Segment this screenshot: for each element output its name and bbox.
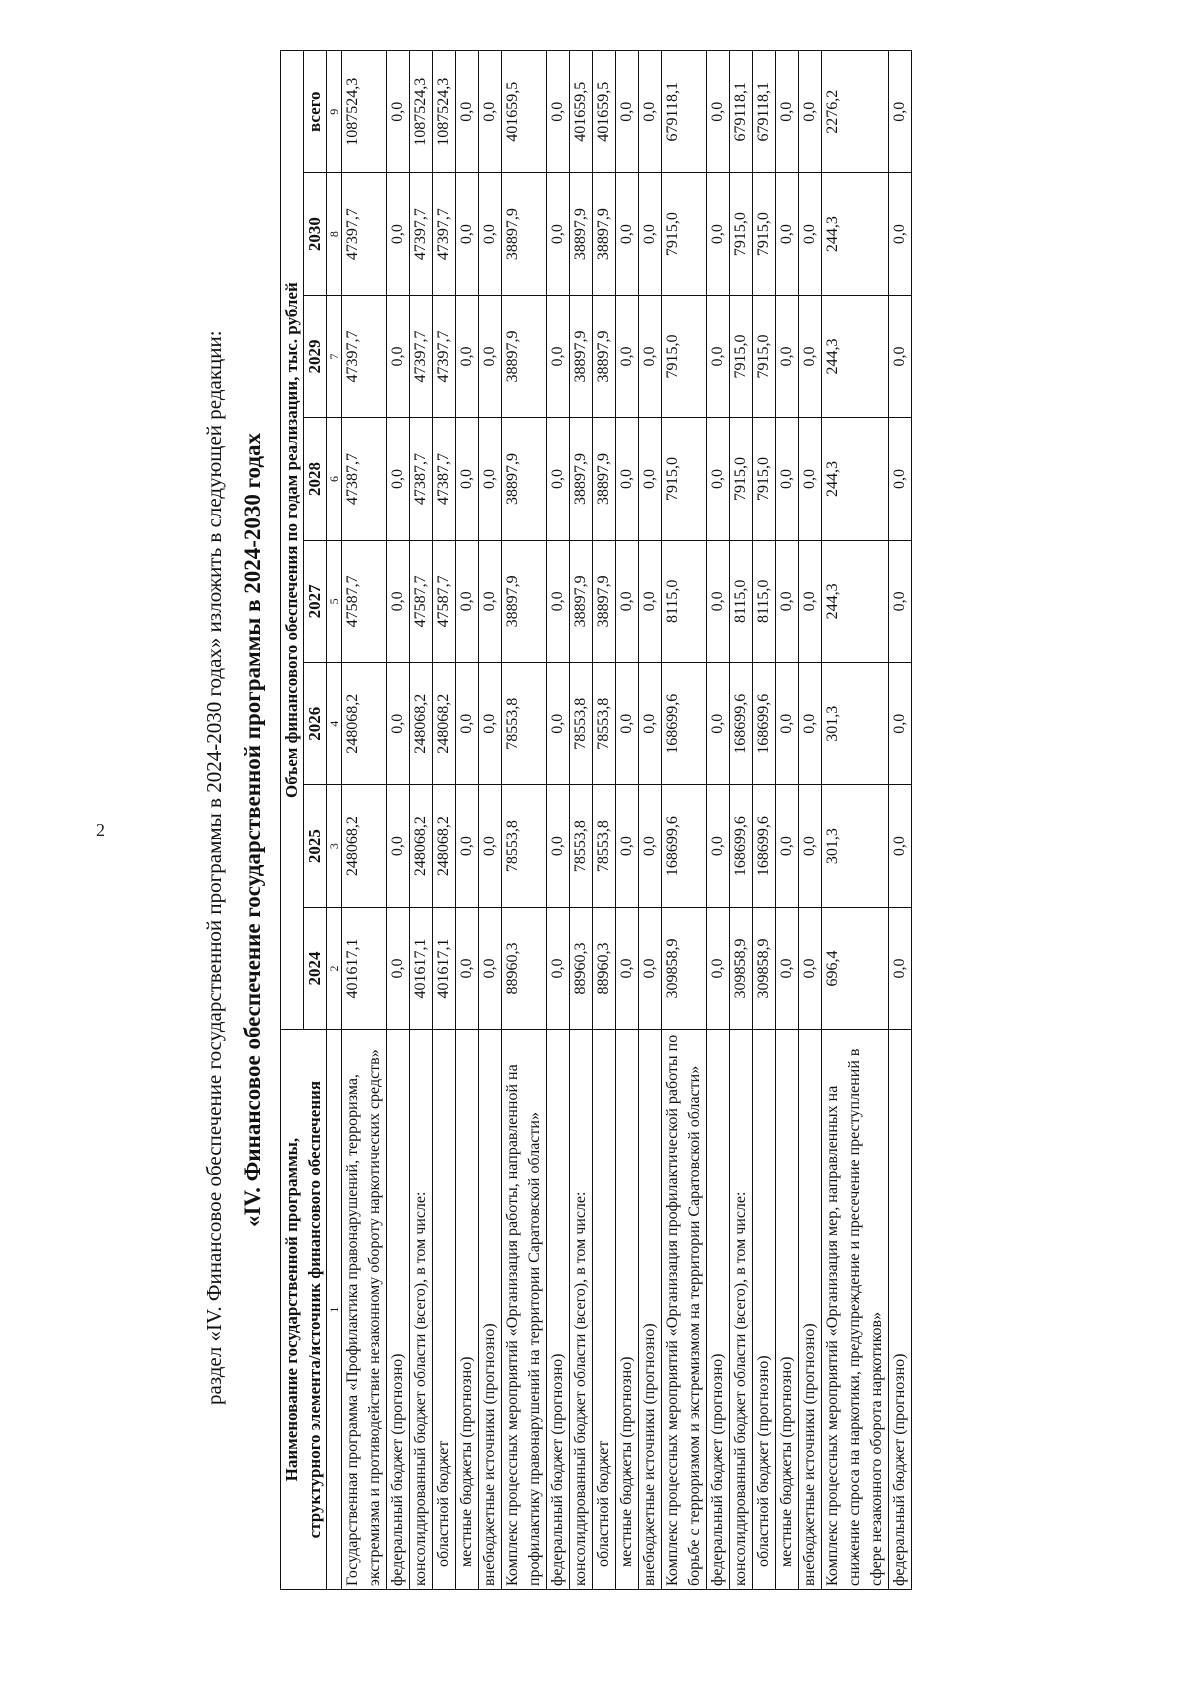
column-number: 3 <box>327 785 342 907</box>
row-year-value: 0,0 <box>639 785 662 907</box>
row-year-value: 0,0 <box>456 663 479 785</box>
row-name: областной бюджет <box>593 1030 616 1590</box>
row-year-value: 168699,6 <box>662 785 707 907</box>
year-header: 2026 <box>304 663 327 785</box>
row-year-value: 401617,1 <box>342 907 387 1029</box>
table-row <box>776 51 799 1590</box>
row-year-value: 0,0 <box>889 663 912 785</box>
table-row <box>456 51 479 1590</box>
row-year-value: 0,0 <box>547 785 570 907</box>
row-name: федеральный бюджет (прогнозно) <box>547 1030 570 1590</box>
row-year-value: 78553,8 <box>593 663 616 785</box>
row-year-value: 38897,9 <box>593 173 616 295</box>
row-year-value: 8115,0 <box>662 540 707 662</box>
table-row <box>639 51 662 1590</box>
row-year-value: 0,0 <box>776 173 799 295</box>
name-header-line2: структурного элемента/источник финансового обеспечения <box>304 1030 327 1590</box>
row-year-value: 696,4 <box>822 907 889 1029</box>
row-year-value: 0,0 <box>776 540 799 662</box>
row-name: консолидированный бюджет области (всего), в том числе: <box>570 1030 593 1590</box>
row-year-value: 0,0 <box>479 540 502 662</box>
financing-table <box>280 50 912 1590</box>
row-year-value: 0,0 <box>889 785 912 907</box>
row-year-value: 0,0 <box>616 785 639 907</box>
row-year-value: 0,0 <box>776 785 799 907</box>
row-year-value: 0,0 <box>776 907 799 1029</box>
row-year-value: 0,0 <box>387 173 410 295</box>
year-header: 2030 <box>304 173 327 295</box>
table-row <box>662 51 707 1590</box>
row-total-value: 679118,1 <box>662 51 707 173</box>
row-year-value: 0,0 <box>456 907 479 1029</box>
row-year-value: 38897,9 <box>502 418 547 540</box>
row-year-value: 0,0 <box>456 295 479 417</box>
row-name: местные бюджеты (прогнозно) <box>456 1030 479 1590</box>
row-total-value: 401659,5 <box>502 51 547 173</box>
table-row <box>616 51 639 1590</box>
row-name: внебюджетные источники (прогнозно) <box>479 1030 502 1590</box>
row-year-value: 0,0 <box>639 173 662 295</box>
row-year-value: 244,3 <box>822 295 889 417</box>
row-name: федеральный бюджет (прогнозно) <box>889 1030 912 1590</box>
column-number-row <box>327 51 342 1590</box>
row-year-value: 38897,9 <box>502 540 547 662</box>
table-row <box>570 51 593 1590</box>
table-row <box>387 51 410 1590</box>
row-year-value: 7915,0 <box>730 173 753 295</box>
table-row <box>753 51 776 1590</box>
row-total-value: 0,0 <box>707 51 730 173</box>
row-year-value: 0,0 <box>776 295 799 417</box>
row-year-value: 168699,6 <box>662 663 707 785</box>
row-year-value: 0,0 <box>547 907 570 1029</box>
section-heading: «IV. Финансовое обеспечение государственной программы в 2024-2030 годах <box>240 432 265 1228</box>
row-year-value: 47587,7 <box>342 540 387 662</box>
table-row <box>730 51 753 1590</box>
column-number: 8 <box>327 173 342 295</box>
row-year-value: 0,0 <box>456 418 479 540</box>
row-year-value: 248068,2 <box>433 663 456 785</box>
row-year-value: 0,0 <box>479 663 502 785</box>
row-year-value: 168699,6 <box>753 785 776 907</box>
row-year-value: 47587,7 <box>433 540 456 662</box>
row-year-value: 88960,3 <box>593 907 616 1029</box>
row-year-value: 0,0 <box>799 663 822 785</box>
row-year-value: 8115,0 <box>730 540 753 662</box>
intro-text: раздел «IV. Финансовое обеспечение государственной программы в 2024-2030 годах» изложить в следующей редакции: <box>202 330 226 1405</box>
row-year-value: 0,0 <box>889 540 912 662</box>
row-year-value: 78553,8 <box>593 785 616 907</box>
row-total-value: 0,0 <box>547 51 570 173</box>
row-year-value: 88960,3 <box>570 907 593 1029</box>
row-total-value: 0,0 <box>889 51 912 173</box>
row-year-value: 47397,7 <box>342 295 387 417</box>
row-total-value: 0,0 <box>616 51 639 173</box>
row-year-value: 0,0 <box>547 173 570 295</box>
row-year-value: 7915,0 <box>753 173 776 295</box>
column-number: 9 <box>327 51 342 173</box>
row-year-value: 301,3 <box>822 785 889 907</box>
row-year-value: 0,0 <box>799 785 822 907</box>
column-number: 6 <box>327 418 342 540</box>
row-name: внебюджетные источники (прогнозно) <box>799 1030 822 1590</box>
table-row <box>889 51 912 1590</box>
row-year-value: 0,0 <box>639 663 662 785</box>
column-number: 2 <box>327 907 342 1029</box>
row-year-value: 7915,0 <box>730 295 753 417</box>
row-year-value: 47397,7 <box>433 173 456 295</box>
row-name: федеральный бюджет (прогнозно) <box>707 1030 730 1590</box>
column-number: 1 <box>327 1030 342 1590</box>
row-year-value: 0,0 <box>479 418 502 540</box>
row-year-value: 38897,9 <box>570 540 593 662</box>
table-row <box>707 51 730 1590</box>
row-year-value: 0,0 <box>799 418 822 540</box>
row-total-value: 401659,5 <box>570 51 593 173</box>
row-year-value: 0,0 <box>456 785 479 907</box>
year-header: 2029 <box>304 295 327 417</box>
row-year-value: 0,0 <box>707 295 730 417</box>
row-year-value: 38897,9 <box>593 295 616 417</box>
table-row <box>433 51 456 1590</box>
row-year-value: 38897,9 <box>593 418 616 540</box>
row-year-value: 0,0 <box>387 785 410 907</box>
row-year-value: 0,0 <box>479 173 502 295</box>
row-year-value: 38897,9 <box>570 295 593 417</box>
row-year-value: 0,0 <box>707 663 730 785</box>
row-year-value: 78553,8 <box>502 663 547 785</box>
table-row <box>799 51 822 1590</box>
table-row <box>410 51 433 1590</box>
row-year-value: 401617,1 <box>433 907 456 1029</box>
row-total-value: 0,0 <box>479 51 502 173</box>
row-year-value: 38897,9 <box>502 173 547 295</box>
row-total-value: 679118,1 <box>753 51 776 173</box>
row-year-value: 168699,6 <box>753 663 776 785</box>
row-year-value: 0,0 <box>387 540 410 662</box>
row-year-value: 0,0 <box>456 173 479 295</box>
row-year-value: 88960,3 <box>502 907 547 1029</box>
year-header: 2024 <box>304 907 327 1029</box>
row-year-value: 0,0 <box>799 173 822 295</box>
row-year-value: 0,0 <box>776 418 799 540</box>
row-year-value: 301,3 <box>822 663 889 785</box>
row-year-value: 0,0 <box>547 663 570 785</box>
row-total-value: 1087524,3 <box>410 51 433 173</box>
row-year-value: 0,0 <box>639 418 662 540</box>
row-year-value: 47387,7 <box>342 418 387 540</box>
row-year-value: 0,0 <box>889 173 912 295</box>
row-name: федеральный бюджет (прогнозно) <box>387 1030 410 1590</box>
row-year-value: 38897,9 <box>570 173 593 295</box>
row-name: Комплекс процессных мероприятий «Организация профилактической работы по борьбе с терроризмом и экстремизмом на территории Саратовской области» <box>662 1030 707 1590</box>
row-total-value: 0,0 <box>799 51 822 173</box>
row-year-value: 38897,9 <box>593 540 616 662</box>
row-year-value: 0,0 <box>616 295 639 417</box>
row-year-value: 0,0 <box>799 540 822 662</box>
table-row <box>822 51 889 1590</box>
row-name: Комплекс процессных мероприятий «Организация работы, направленной на профилактику правонарушений на территории Саратовской области» <box>502 1030 547 1590</box>
row-total-value: 0,0 <box>387 51 410 173</box>
row-name: консолидированный бюджет области (всего), в том числе: <box>410 1030 433 1590</box>
row-year-value: 0,0 <box>799 907 822 1029</box>
row-year-value: 7915,0 <box>662 418 707 540</box>
row-year-value: 0,0 <box>889 295 912 417</box>
row-year-value: 0,0 <box>707 907 730 1029</box>
row-year-value: 0,0 <box>616 907 639 1029</box>
row-year-value: 0,0 <box>387 907 410 1029</box>
table-row <box>342 51 387 1590</box>
table-row <box>502 51 547 1590</box>
row-year-value: 248068,2 <box>433 785 456 907</box>
row-year-value: 47387,7 <box>410 418 433 540</box>
row-total-value: 0,0 <box>776 51 799 173</box>
row-name: Комплекс процессных мероприятий «Организация мер, направленных на снижение спроса на наркотики, предупреждение и пресечение преступлений в сфере незаконного оборота наркотиков» <box>822 1030 889 1590</box>
row-year-value: 7915,0 <box>662 173 707 295</box>
row-total-value: 1087524,3 <box>433 51 456 173</box>
row-year-value: 0,0 <box>616 663 639 785</box>
page-number: 2 <box>96 820 105 840</box>
row-total-value: 0,0 <box>456 51 479 173</box>
row-year-value: 0,0 <box>776 663 799 785</box>
year-header: 2028 <box>304 418 327 540</box>
row-year-value: 0,0 <box>889 418 912 540</box>
row-year-value: 244,3 <box>822 540 889 662</box>
row-name: местные бюджеты (прогнозно) <box>616 1030 639 1590</box>
row-year-value: 78553,8 <box>570 785 593 907</box>
row-year-value: 0,0 <box>639 540 662 662</box>
table-row <box>547 51 570 1590</box>
row-year-value: 0,0 <box>799 295 822 417</box>
column-number: 4 <box>327 663 342 785</box>
row-year-value: 47397,7 <box>433 295 456 417</box>
row-year-value: 168699,6 <box>730 663 753 785</box>
row-year-value: 47397,7 <box>410 173 433 295</box>
row-year-value: 0,0 <box>479 295 502 417</box>
row-year-value: 7915,0 <box>753 295 776 417</box>
row-total-value: 1087524,3 <box>342 51 387 173</box>
row-year-value: 7915,0 <box>753 418 776 540</box>
row-year-value: 7915,0 <box>662 295 707 417</box>
row-name: внебюджетные источники (прогнозно) <box>639 1030 662 1590</box>
row-name: Государственная программа «Профилактика правонарушений, терроризма, экстремизма и противодействие незаконному обороту наркотических средств» <box>342 1030 387 1590</box>
row-year-value: 8115,0 <box>753 540 776 662</box>
row-year-value: 0,0 <box>616 173 639 295</box>
column-number: 5 <box>327 540 342 662</box>
row-total-value: 679118,1 <box>730 51 753 173</box>
row-year-value: 248068,2 <box>410 663 433 785</box>
row-year-value: 47587,7 <box>410 540 433 662</box>
row-year-value: 0,0 <box>707 418 730 540</box>
row-year-value: 0,0 <box>639 907 662 1029</box>
row-name: местные бюджеты (прогнозно) <box>776 1030 799 1590</box>
row-year-value: 38897,9 <box>570 418 593 540</box>
row-year-value: 0,0 <box>547 540 570 662</box>
row-year-value: 38897,9 <box>502 295 547 417</box>
header-row-years <box>304 51 327 1590</box>
row-year-value: 0,0 <box>707 173 730 295</box>
row-year-value: 47387,7 <box>433 418 456 540</box>
row-year-value: 248068,2 <box>410 785 433 907</box>
row-year-value: 78553,8 <box>502 785 547 907</box>
row-name: консолидированный бюджет области (всего), в том числе: <box>730 1030 753 1590</box>
row-year-value: 168699,6 <box>730 785 753 907</box>
row-name: областной бюджет (прогнозно) <box>753 1030 776 1590</box>
row-name: областной бюджет <box>433 1030 456 1590</box>
group-header: Объем финансового обеспечения по годам реализации, тыс. рублей <box>281 51 304 1030</box>
total-header: всего <box>304 51 327 173</box>
table-body <box>342 51 912 1590</box>
row-year-value: 309858,9 <box>662 907 707 1029</box>
header-row-top <box>281 51 304 1590</box>
table-row <box>593 51 616 1590</box>
row-year-value: 47397,7 <box>342 173 387 295</box>
row-total-value: 401659,5 <box>593 51 616 173</box>
row-year-value: 0,0 <box>547 418 570 540</box>
row-total-value: 0,0 <box>639 51 662 173</box>
row-year-value: 0,0 <box>456 540 479 662</box>
row-year-value: 0,0 <box>479 785 502 907</box>
name-header-line1: Наименование государственной программы, <box>281 1030 304 1590</box>
row-year-value: 0,0 <box>707 785 730 907</box>
row-year-value: 0,0 <box>387 295 410 417</box>
row-year-value: 244,3 <box>822 418 889 540</box>
row-total-value: 2276,2 <box>822 51 889 173</box>
row-year-value: 309858,9 <box>730 907 753 1029</box>
row-year-value: 0,0 <box>707 540 730 662</box>
table-row <box>479 51 502 1590</box>
row-year-value: 309858,9 <box>753 907 776 1029</box>
row-year-value: 7915,0 <box>730 418 753 540</box>
row-year-value: 0,0 <box>547 295 570 417</box>
row-year-value: 47397,7 <box>410 295 433 417</box>
row-year-value: 0,0 <box>889 907 912 1029</box>
column-number: 7 <box>327 295 342 417</box>
row-year-value: 0,0 <box>387 418 410 540</box>
rotated-content <box>140 10 1200 1590</box>
year-header: 2025 <box>304 785 327 907</box>
row-year-value: 78553,8 <box>570 663 593 785</box>
row-year-value: 0,0 <box>479 907 502 1029</box>
row-year-value: 0,0 <box>639 295 662 417</box>
row-year-value: 248068,2 <box>342 785 387 907</box>
row-year-value: 0,0 <box>387 663 410 785</box>
row-year-value: 0,0 <box>616 418 639 540</box>
year-header: 2027 <box>304 540 327 662</box>
row-year-value: 248068,2 <box>342 663 387 785</box>
row-year-value: 0,0 <box>616 540 639 662</box>
row-year-value: 401617,1 <box>410 907 433 1029</box>
row-year-value: 244,3 <box>822 173 889 295</box>
